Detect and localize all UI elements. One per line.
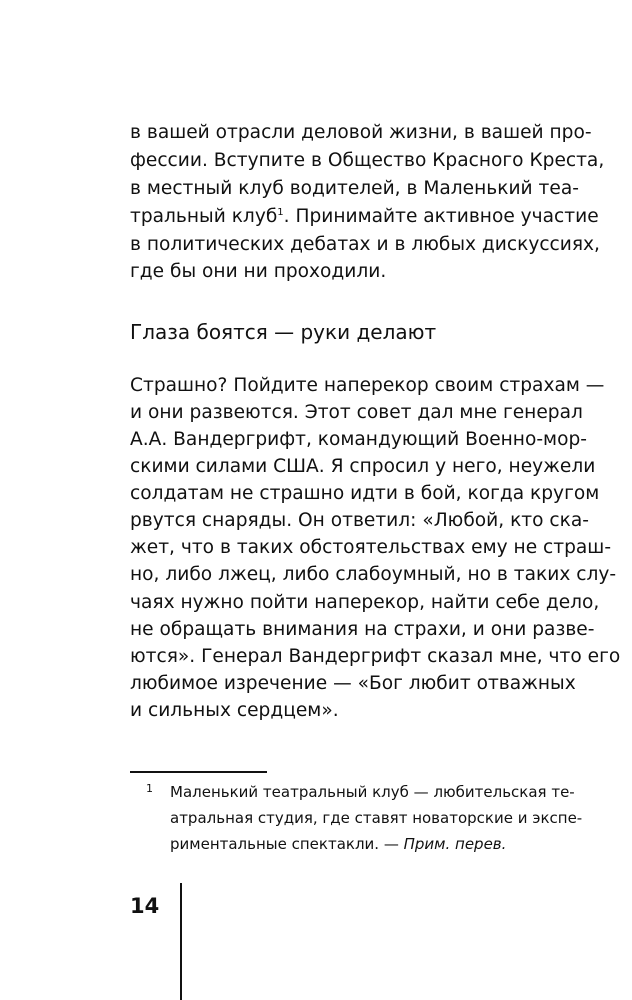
paragraph-line [130,204,599,230]
paragraph-line: Страшно? Пойдите наперекор своим страхам — [130,375,605,396]
line-fragment: . Принимайте активное участие [283,206,599,227]
footnote-reference: 1 [277,206,284,218]
paragraph-line: А.А. Вандергрифт, командующий Военно-мор- [130,429,587,450]
paragraph-line: в политических дебатах и в любых дискуссиях, [130,234,600,255]
paragraph-line: но, либо лжец, либо слабоумный, но в таких слу- [130,564,617,585]
margin-rule [180,883,182,1000]
footnote-line [170,832,552,856]
paragraph-line: ются». Генерал Вандергрифт сказал мне, что его [130,646,621,667]
footnote-attribution: Прим. перев. [403,835,507,853]
footnote-text: риментальные спектакли. — [170,835,404,853]
paragraph-line: и они развеются. Этот совет дал мне генерал [130,402,583,423]
paragraph-line: и сильных сердцем». [130,700,339,721]
paragraph-line: рвутся снаряды. Он ответил: «Любой, кто ска- [130,510,589,531]
paragraph-line: чаях нужно пойти наперекор, найти себе дело, [130,592,600,613]
line-fragment: тральный клуб [130,206,278,227]
paragraph-line: солдатам не страшно идти в бой, когда кругом [130,483,600,504]
paragraph-line: фессии. Вступите в Общество Красного Креста, [130,150,605,171]
paragraph-line: в местный клуб водителей, в Маленький теа- [130,178,579,199]
paragraph-line: любимое изречение — «Бог любит отважных [130,673,576,694]
footnote-line: атральная студия, где ставят новаторские и экспе- [170,809,583,827]
footnote-divider [130,771,267,773]
paragraph-line: жет, что в таких обстоятельствах ему не страш- [130,537,612,558]
paragraph-line: скими силами США. Я спросил у него, неужели [130,456,596,477]
footnote-line: Маленький театральный клуб — любительская те- [170,783,575,801]
paragraph-line: в вашей отрасли деловой жизни, в вашей про- [130,122,592,143]
section-heading: Глаза боятся — руки делают [130,320,437,344]
paragraph-line: не обращать внимания на страхи, и они разве- [130,619,595,640]
footnote-mark: 1 [146,782,153,795]
paragraph-line: где бы они ни проходили. [130,261,387,282]
page-number: 14 [130,894,160,918]
